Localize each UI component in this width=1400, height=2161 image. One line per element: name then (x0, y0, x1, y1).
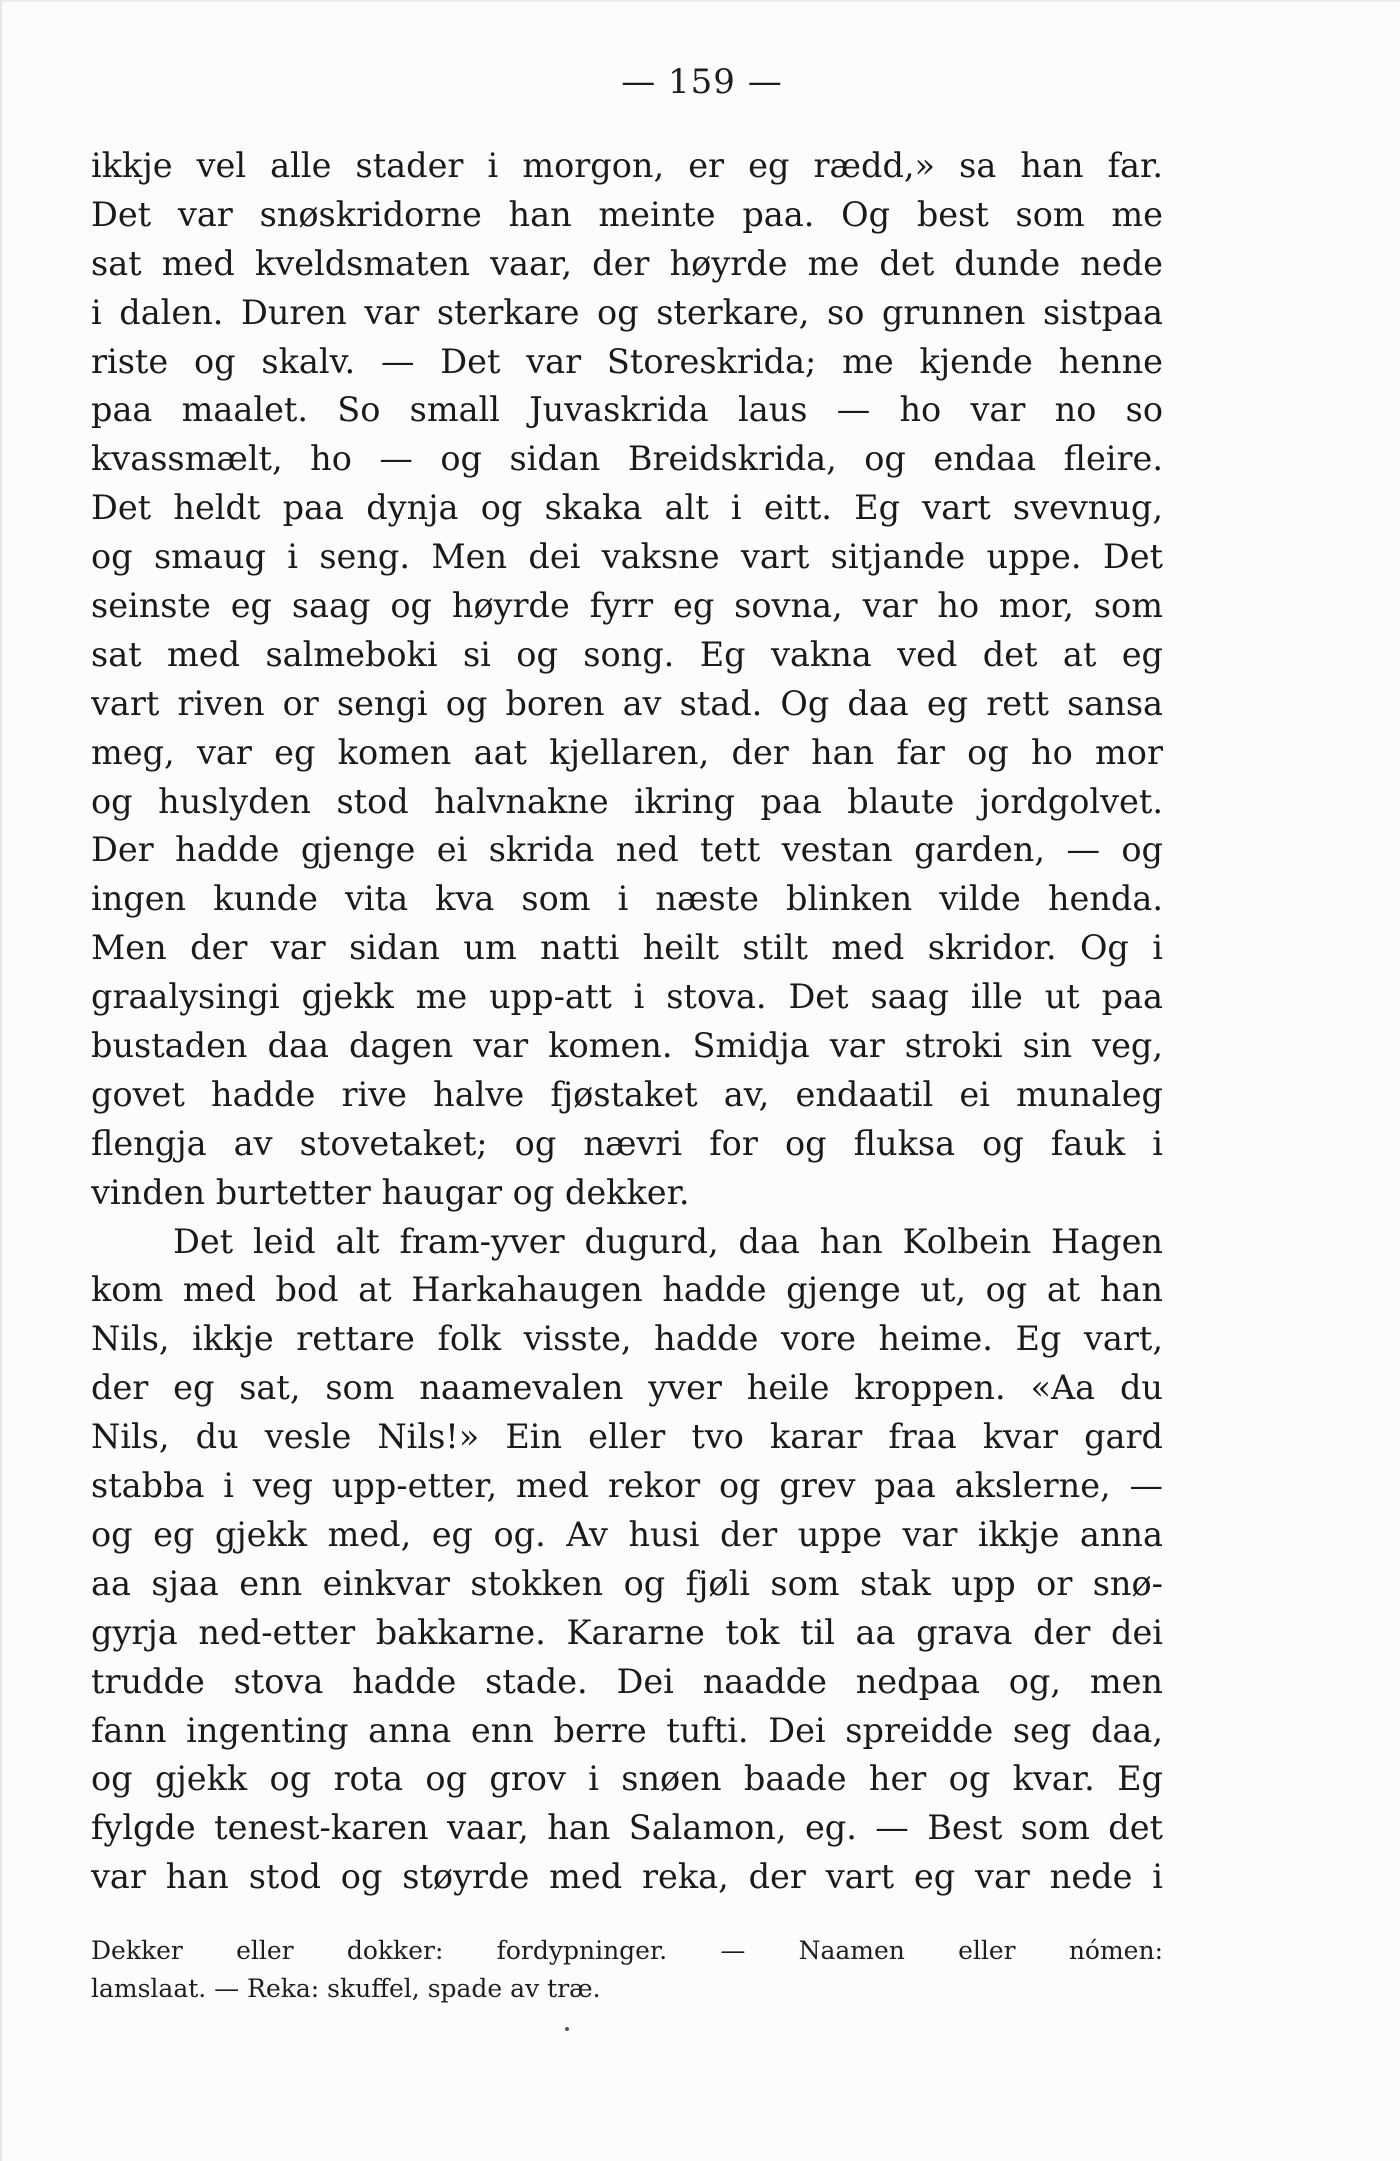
text-line: der eg sat, som naamevalen yver heile kroppen. «Aa du (91, 1368, 1163, 1408)
text-line: sat med kveldsmaten vaar, der høyrde me det dunde nede (91, 243, 1163, 283)
text-line: meg, var eg komen aat kjellaren, der han far og ho mor (91, 732, 1163, 772)
text-line: og gjekk og rota og grov i snøen baade her og kvar. Eg (91, 1759, 1163, 1799)
paragraph-end-line: vinden burtetter haugar og dekker. (91, 1172, 690, 1212)
text-line: i dalen. Duren var sterkare og sterkare, so grunnen sistpaa (91, 292, 1163, 332)
text-line: og eg gjekk med, eg og. Av husi der uppe var ikkje anna (91, 1514, 1163, 1554)
text-line: og huslyden stod halvnakne ikring paa blaute jordgolvet. (91, 781, 1163, 821)
body-text (91, 142, 1163, 1902)
text-line: trudde stova hadde stade. Dei naadde nedpaa og, men (91, 1661, 1163, 1701)
text-line: govet hadde rive halve fjøstaket av, endaatil ei munaleg (91, 1074, 1163, 1114)
text-line: kom med bod at Harkahaugen hadde gjenge ut, og at han (91, 1270, 1163, 1310)
text-line: flengja av stovetaket; og nævri for og fluksa og fauk i (91, 1123, 1163, 1163)
text-line: ikkje vel alle stader i morgon, er eg rædd,» sa han far. (91, 146, 1163, 185)
text-line: Der hadde gjenge ei skrida ned tett vestan garden, — og (91, 830, 1163, 870)
text-line: paa maalet. So small Juvaskrida laus — ho var no so (91, 390, 1163, 430)
footnote (91, 1932, 1163, 2008)
text-line: fylgde tenest-karen vaar, han Salamon, eg. — Best som det (91, 1808, 1163, 1848)
text-line: Men der var sidan um natti heilt stilt med skridor. Og i (91, 928, 1163, 968)
footnote-line: Dekker eller dokker: fordypninger. — Naamen eller nómen: (91, 1936, 1163, 1965)
text-line: Nils, du vesle Nils!» Ein eller tvo karar fraa kvar gard (91, 1417, 1163, 1457)
text-line: graalysingi gjekk me upp-att i stova. Det saag ille ut paa (91, 977, 1163, 1017)
paragraph-start-line: Det leid alt fram-yver dugurd, daa han Kolbein Hagen (173, 1221, 1163, 1261)
text-line: Nils, ikkje rettare folk visste, hadde vore heime. Eg vart, (91, 1319, 1163, 1359)
text-line: og smaug i seng. Men dei vaksne vart sitjande uppe. Det (91, 537, 1163, 577)
text-line: sat med salmeboki si og song. Eg vakna ved det at eg (91, 634, 1163, 674)
text-line: Det var snøskridorne han meinte paa. Og best som me (91, 194, 1163, 234)
text-line: Det heldt paa dynja og skaka alt i eitt. Eg vart svevnug, (91, 488, 1163, 528)
footnote-line: lamslaat. — Reka: skuffel, spade av træ. (91, 1974, 601, 2003)
text-line: vart riven or sengi og boren av stad. Og daa eg rett sansa (91, 683, 1163, 723)
text-line: aa sjaa enn einkvar stokken og fjøli som stak upp or snø- (91, 1563, 1163, 1603)
text-line: fann ingenting anna enn berre tufti. Dei spreidde seg daa, (91, 1710, 1163, 1750)
text-line: var han stod og støyrde med reka, der vart eg var nede i (91, 1857, 1163, 1897)
text-line: kvassmælt, ho — og sidan Breidskrida, og endaa fleire. (91, 439, 1163, 479)
text-line: seinste eg saag og høyrde fyrr eg sovna, var ho mor, som (91, 586, 1163, 626)
text-line: stabba i veg upp-etter, med rekor og grev paa akslerne, — (91, 1466, 1163, 1506)
print-speck (565, 2027, 569, 2031)
text-line: bustaden daa dagen var komen. Smidja var stroki sin veg, (91, 1026, 1163, 1066)
text-line: gyrja ned-etter bakkarne. Kararne tok til aa grava der dei (91, 1612, 1163, 1652)
text-line: riste og skalv. — Det var Storeskrida; me kjende henne (91, 341, 1163, 381)
text-line: ingen kunde vita kva som i næste blinken vilde henda. (91, 879, 1163, 919)
page-number: — 159 — (621, 62, 783, 102)
